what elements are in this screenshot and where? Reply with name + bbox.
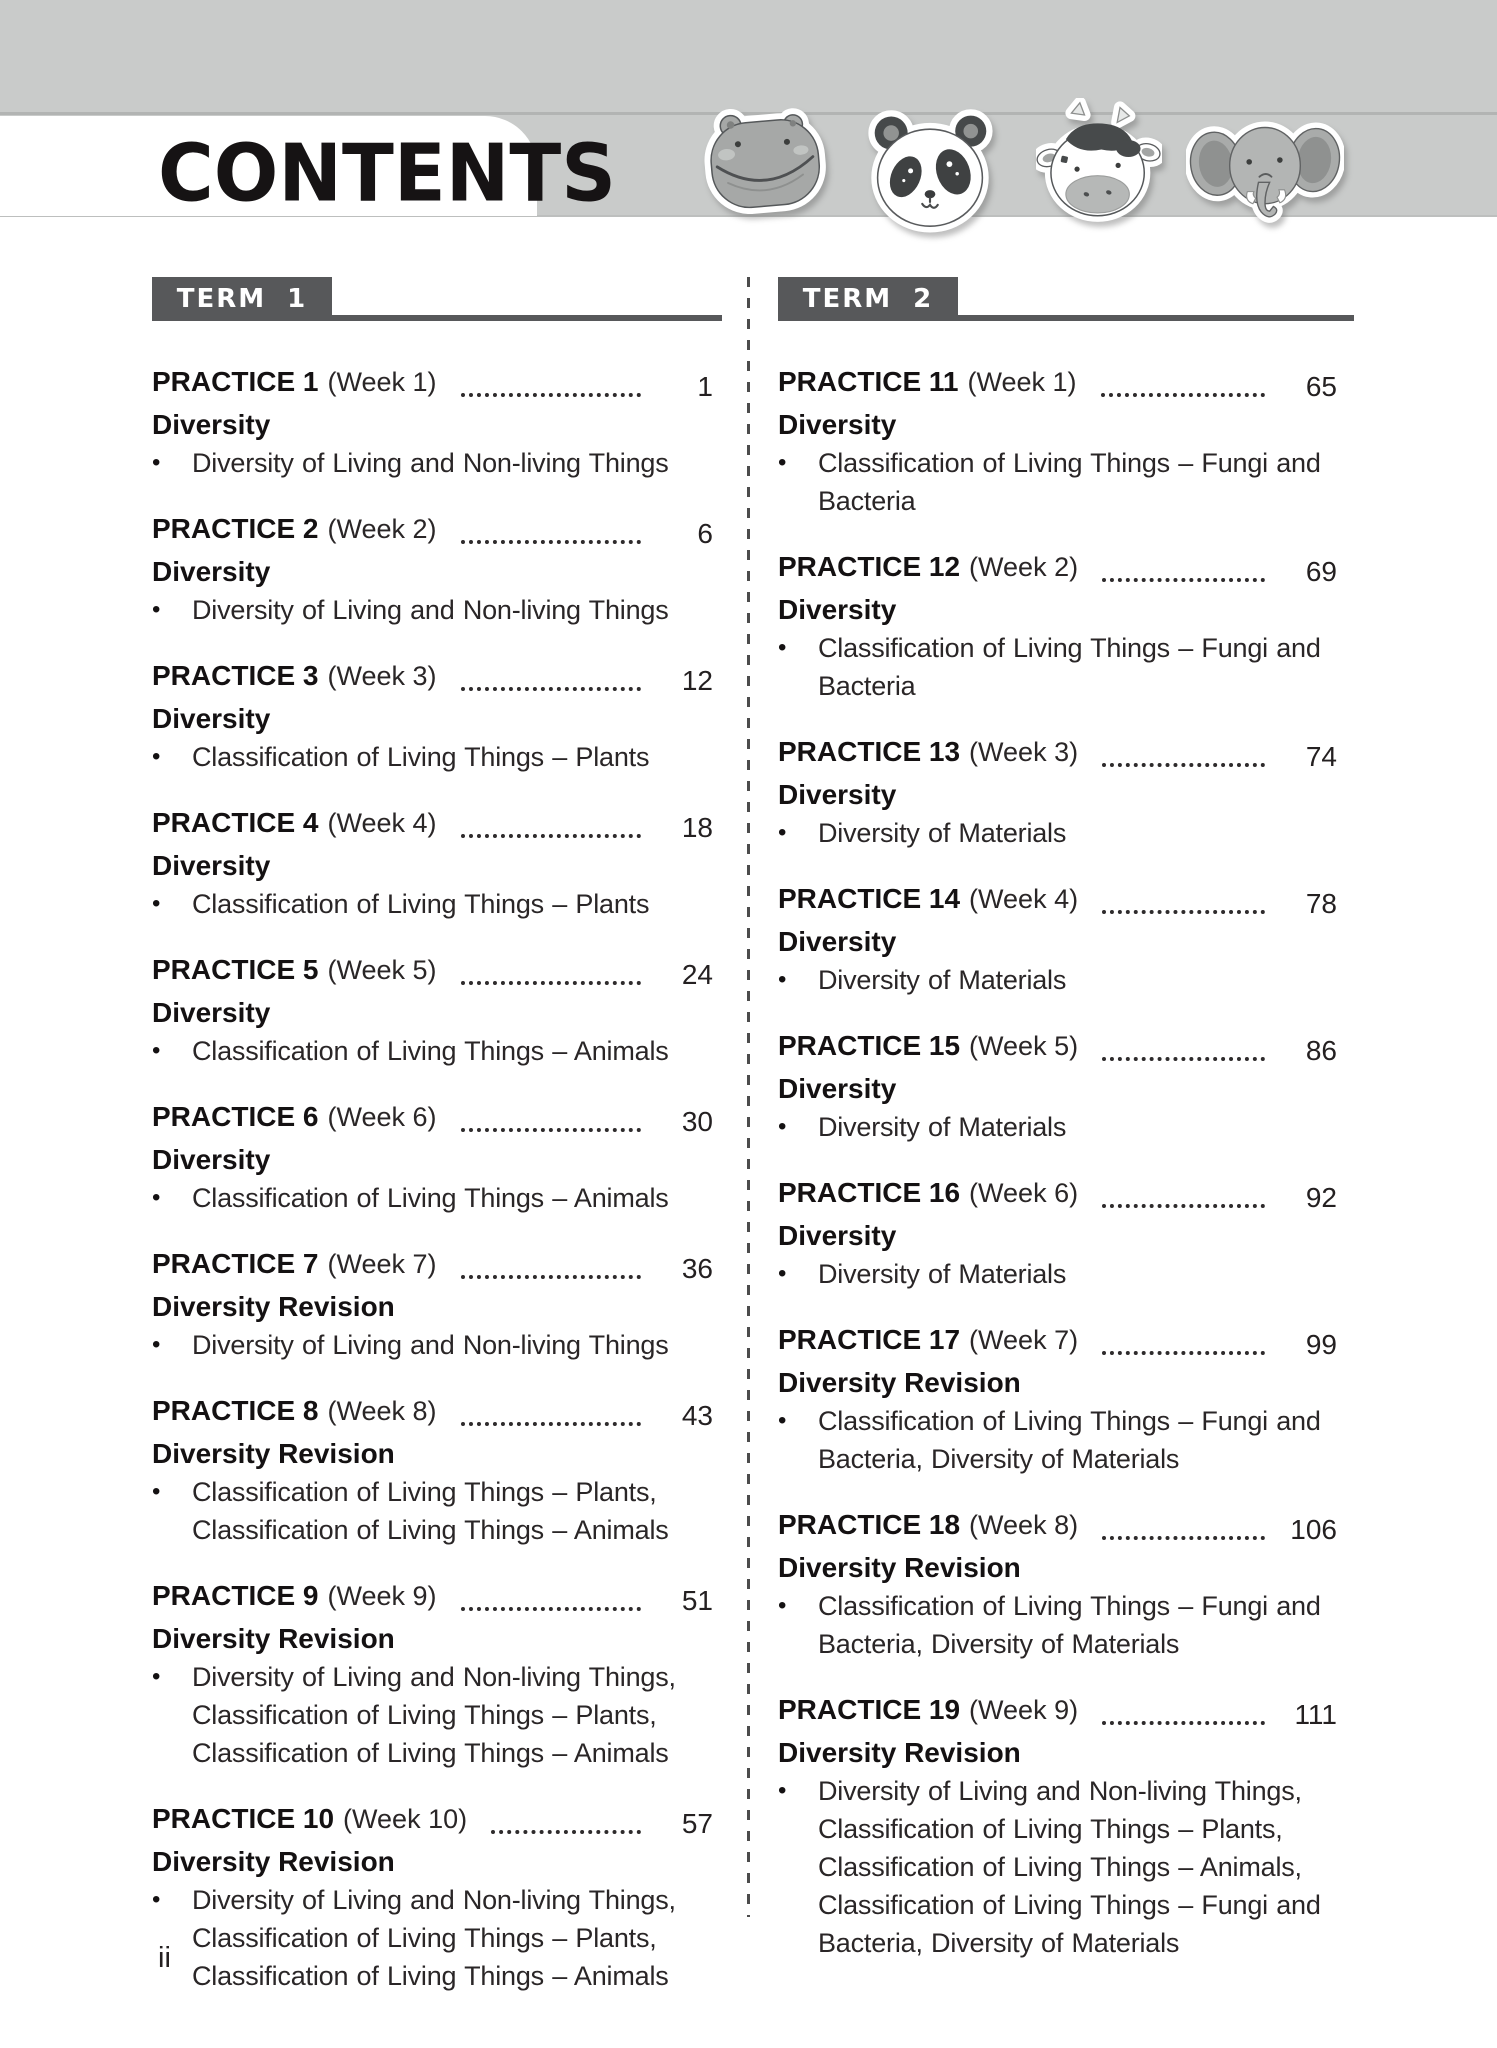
topic-line: Classification of Living Things – Plants, — [192, 1477, 657, 1507]
category-label: Diversity — [152, 409, 271, 440]
topic-bullet — [778, 629, 1337, 705]
practice-label: PRACTICE 7 — [152, 1248, 319, 1279]
bullet-icon: • — [778, 1407, 787, 1434]
bullet-icon: • — [152, 1331, 161, 1358]
topic-line: Diversity of Living and Non-living Things — [192, 1330, 669, 1360]
topic-line: Classification of Living Things – Plants — [192, 742, 650, 772]
category-label: Diversity — [152, 703, 271, 734]
bullet-icon: • — [778, 449, 787, 476]
topic-text — [818, 1255, 1337, 1293]
topic-line: Classification of Living Things – Fungi and — [818, 1890, 1321, 1920]
topic-line: Bacteria — [818, 486, 916, 516]
topic-line: Classification of Living Things – Animals — [192, 1961, 669, 1991]
bullet-icon: • — [152, 743, 161, 770]
dot-leader — [461, 1128, 642, 1132]
toc-entry-title-line — [152, 804, 713, 847]
practice-label: PRACTICE 13 — [778, 736, 961, 767]
topic-line: Diversity of Living and Non-living Things — [192, 448, 669, 478]
topic-line: Bacteria, Diversity of Materials — [818, 1629, 1180, 1659]
page-number: 30 — [681, 1106, 713, 1137]
practice-title — [778, 1691, 1078, 1734]
page-number: 51 — [681, 1585, 713, 1616]
toc-entry-title-line — [778, 733, 1337, 776]
topic-line: Classification of Living Things – Animals, — [818, 1852, 1302, 1882]
practice-title — [152, 1577, 437, 1620]
topic-line: Classification of Living Things – Animals — [192, 1515, 669, 1545]
bullet-icon: • — [152, 1184, 161, 1211]
week-label: (Week 2) — [969, 552, 1079, 582]
toc-entry-title-line — [152, 1245, 713, 1288]
week-label: (Week 6) — [969, 1178, 1079, 1208]
practice-title — [152, 510, 437, 553]
week-label: (Week 8) — [969, 1510, 1079, 1540]
practice-label: PRACTICE 1 — [152, 366, 319, 397]
practice-label: PRACTICE 9 — [152, 1580, 319, 1611]
topic-bullet — [152, 1473, 713, 1549]
dot-leader — [1102, 763, 1265, 767]
page-number: 36 — [681, 1253, 713, 1284]
toc-entry — [778, 733, 1337, 852]
practice-title — [778, 363, 1077, 406]
practice-title — [152, 804, 437, 847]
topic-text — [192, 1179, 713, 1217]
page-title: CONTENTS — [158, 126, 616, 220]
toc-entry-title-line — [152, 657, 713, 700]
toc-entry — [152, 657, 713, 776]
term-2-section — [778, 277, 1337, 1990]
topic-line: Classification of Living Things – Fungi and — [818, 1591, 1321, 1621]
term-label: TERM 1 — [176, 284, 308, 314]
toc-entry — [778, 1506, 1337, 1663]
week-label: (Week 3) — [969, 737, 1079, 767]
toc-entry-title-line — [152, 1577, 713, 1620]
page-number: 12 — [681, 665, 713, 696]
practice-label: PRACTICE 11 — [778, 366, 959, 397]
bullet-icon: • — [152, 1663, 161, 1690]
category-label: Diversity Revision — [778, 1552, 1021, 1583]
topic-line: Diversity of Materials — [818, 965, 1067, 995]
week-label: (Week 7) — [327, 1249, 437, 1279]
practice-label: PRACTICE 3 — [152, 660, 319, 691]
topic-text — [818, 1108, 1337, 1146]
page-number: 74 — [1305, 741, 1337, 772]
toc-entry — [778, 363, 1337, 520]
topic-bullet — [152, 1881, 713, 1995]
category-label: Diversity Revision — [152, 1291, 395, 1322]
topic-bullet — [152, 738, 713, 776]
dot-leader — [461, 1275, 642, 1279]
topic-line: Classification of Living Things – Animals — [192, 1036, 669, 1066]
toc-entry-title-line — [778, 1506, 1337, 1549]
bullet-icon: • — [152, 1886, 161, 1913]
topic-bullet — [778, 1402, 1337, 1478]
toc-entry-title-line — [152, 363, 713, 406]
topic-bullet — [778, 961, 1337, 999]
topic-line: Diversity of Materials — [818, 1259, 1067, 1289]
topic-text — [192, 1032, 713, 1070]
dot-leader — [461, 834, 642, 838]
category-label: Diversity — [778, 409, 897, 440]
toc-entry-title-line — [152, 1392, 713, 1435]
practice-label: PRACTICE 16 — [778, 1177, 961, 1208]
term-1-entries — [152, 363, 713, 1995]
term-label: TERM 2 — [802, 284, 934, 314]
topic-text — [818, 1772, 1337, 1962]
week-label: (Week 3) — [327, 661, 437, 691]
week-label: (Week 9) — [327, 1581, 437, 1611]
topic-text — [818, 629, 1337, 705]
topic-line: Classification of Living Things – Fungi and — [818, 1406, 1321, 1436]
toc-entry — [152, 951, 713, 1070]
practice-title — [152, 363, 437, 406]
practice-label: PRACTICE 10 — [152, 1803, 335, 1834]
topic-text — [818, 1402, 1337, 1478]
topic-text — [192, 1473, 713, 1549]
category-label: Diversity — [778, 1073, 897, 1104]
toc-entry — [152, 1392, 713, 1549]
dot-leader — [491, 1830, 641, 1834]
category-label: Diversity — [152, 850, 271, 881]
page-number: 57 — [681, 1808, 713, 1839]
topic-line: Diversity of Materials — [818, 1112, 1067, 1142]
topic-line: Classification of Living Things – Fungi and — [818, 448, 1321, 478]
practice-label: PRACTICE 4 — [152, 807, 319, 838]
topic-bullet — [778, 1587, 1337, 1663]
topic-bullet — [778, 814, 1337, 852]
column-divider — [747, 277, 750, 1917]
topic-text — [192, 738, 713, 776]
topic-line: Classification of Living Things – Plants — [192, 889, 650, 919]
toc-entry-title-line — [152, 1098, 713, 1141]
category-label: Diversity — [152, 556, 271, 587]
toc-entry-title-line — [778, 1321, 1337, 1364]
header-band — [0, 0, 1497, 220]
practice-label: PRACTICE 2 — [152, 513, 319, 544]
topic-line: Bacteria, Diversity of Materials — [818, 1444, 1180, 1474]
page-number: 92 — [1305, 1182, 1337, 1213]
dot-leader — [461, 687, 642, 691]
term-1-section — [152, 277, 713, 2023]
category-label: Diversity — [778, 926, 897, 957]
page-number: 111 — [1294, 1699, 1337, 1730]
topic-text — [818, 814, 1337, 852]
toc-entry-title-line — [152, 1800, 713, 1843]
week-label: (Week 8) — [327, 1396, 437, 1426]
week-label: (Week 9) — [969, 1695, 1079, 1725]
topic-bullet — [152, 1658, 713, 1772]
practice-label: PRACTICE 12 — [778, 551, 961, 582]
topic-text — [192, 885, 713, 923]
category-label: Diversity Revision — [152, 1846, 395, 1877]
bullet-icon: • — [152, 890, 161, 917]
practice-label: PRACTICE 19 — [778, 1694, 961, 1725]
topic-text — [192, 1326, 713, 1364]
bullet-icon: • — [778, 1777, 787, 1804]
topic-line: Classification of Living Things – Fungi and — [818, 633, 1321, 663]
page-number: 6 — [697, 518, 713, 549]
topic-line: Classification of Living Things – Animals — [192, 1738, 669, 1768]
category-label: Diversity Revision — [152, 1623, 395, 1654]
toc-entry — [152, 510, 713, 629]
topic-line: Diversity of Living and Non-living Things, — [192, 1662, 676, 1692]
topic-bullet — [152, 885, 713, 923]
practice-label: PRACTICE 18 — [778, 1509, 961, 1540]
topic-bullet — [152, 591, 713, 629]
toc-entry — [778, 880, 1337, 999]
panda-sticker-icon — [862, 102, 998, 233]
practice-title — [778, 1174, 1078, 1217]
cow-sticker-icon — [1036, 98, 1162, 229]
page-number: 99 — [1305, 1329, 1337, 1360]
topic-line: Diversity of Materials — [818, 818, 1067, 848]
category-label: Diversity Revision — [778, 1367, 1021, 1398]
practice-title — [152, 1392, 437, 1435]
week-label: (Week 2) — [327, 514, 437, 544]
practice-title — [778, 880, 1078, 923]
topic-bullet — [778, 1255, 1337, 1293]
practice-title — [152, 1245, 437, 1288]
page-number: 65 — [1305, 371, 1337, 402]
week-label: (Week 6) — [327, 1102, 437, 1132]
dot-leader — [1102, 1721, 1265, 1725]
dot-leader — [461, 540, 642, 544]
bullet-icon: • — [152, 449, 161, 476]
term-2-badge — [778, 277, 958, 321]
toc-entry — [152, 1245, 713, 1364]
week-label: (Week 10) — [343, 1804, 468, 1834]
term-1-badge — [152, 277, 332, 321]
page-number: 18 — [681, 812, 713, 843]
topic-text — [192, 444, 713, 482]
toc-entry — [152, 1800, 713, 1995]
dot-leader — [1102, 1057, 1265, 1061]
practice-title — [152, 951, 437, 994]
toc-entry-title-line — [778, 363, 1337, 406]
practice-label: PRACTICE 5 — [152, 954, 319, 985]
hippo-sticker-icon — [698, 104, 830, 214]
toc-entry-title-line — [152, 510, 713, 553]
topic-text — [818, 1587, 1337, 1663]
topic-line: Classification of Living Things – Animals — [192, 1183, 669, 1213]
page-number: 78 — [1305, 888, 1337, 919]
toc-entry — [152, 804, 713, 923]
practice-title — [778, 1506, 1078, 1549]
topic-text — [192, 591, 713, 629]
toc-entry-title-line — [778, 1174, 1337, 1217]
topic-text — [192, 1658, 713, 1772]
dot-leader — [1101, 393, 1265, 397]
toc-entry — [778, 548, 1337, 705]
practice-label: PRACTICE 6 — [152, 1101, 319, 1132]
page-number: 106 — [1290, 1514, 1337, 1545]
toc-entry — [152, 1577, 713, 1772]
category-label: Diversity — [152, 1144, 271, 1175]
topic-text — [192, 1881, 713, 1995]
title-card — [0, 116, 616, 220]
practice-label: PRACTICE 15 — [778, 1030, 961, 1061]
bullet-icon: • — [152, 596, 161, 623]
category-label: Diversity — [778, 1220, 897, 1251]
topic-line: Bacteria, Diversity of Materials — [818, 1928, 1180, 1958]
topic-bullet — [152, 1032, 713, 1070]
dot-leader — [461, 393, 642, 397]
topic-line: Diversity of Living and Non-living Things, — [192, 1885, 676, 1915]
bullet-icon: • — [778, 1592, 787, 1619]
bullet-icon: • — [778, 819, 787, 846]
topic-text — [818, 444, 1337, 520]
toc-entry-title-line — [778, 1691, 1337, 1734]
bullet-icon: • — [778, 634, 787, 661]
practice-title — [778, 548, 1078, 591]
page-number: 24 — [681, 959, 713, 990]
category-label: Diversity Revision — [778, 1737, 1021, 1768]
week-label: (Week 1) — [967, 367, 1077, 397]
week-label: (Week 7) — [969, 1325, 1079, 1355]
topic-bullet — [152, 444, 713, 482]
category-label: Diversity — [778, 779, 897, 810]
practice-title — [778, 1027, 1078, 1070]
page-number: 43 — [681, 1400, 713, 1431]
toc-entry — [152, 363, 713, 482]
page-number: 86 — [1305, 1035, 1337, 1066]
topic-bullet — [778, 1772, 1337, 1962]
topic-line: Classification of Living Things – Plants, — [818, 1814, 1283, 1844]
dot-leader — [461, 1422, 642, 1426]
bullet-icon: • — [778, 966, 787, 993]
bullet-icon: • — [778, 1113, 787, 1140]
topic-line: Diversity of Living and Non-living Things, — [818, 1776, 1302, 1806]
practice-label: PRACTICE 14 — [778, 883, 961, 914]
toc-entry-title-line — [778, 1027, 1337, 1070]
term-1-header — [152, 277, 713, 321]
dot-leader — [1102, 1204, 1265, 1208]
week-label: (Week 5) — [969, 1031, 1079, 1061]
week-label: (Week 4) — [969, 884, 1079, 914]
topic-line: Classification of Living Things – Plants, — [192, 1700, 657, 1730]
topic-line: Diversity of Living and Non-living Things — [192, 595, 669, 625]
practice-title — [778, 733, 1078, 776]
toc-entry — [778, 1174, 1337, 1293]
toc-entry — [778, 1321, 1337, 1478]
week-label: (Week 1) — [327, 367, 437, 397]
dot-leader — [1102, 910, 1265, 914]
dot-leader — [1102, 1536, 1265, 1540]
folio-page-number: ii — [158, 1942, 171, 1974]
toc-entry-title-line — [778, 880, 1337, 923]
practice-title — [152, 1800, 467, 1843]
practice-title — [778, 1321, 1078, 1364]
topic-bullet — [778, 444, 1337, 520]
practice-title — [152, 657, 437, 700]
toc-entry-title-line — [778, 548, 1337, 591]
bullet-icon: • — [778, 1260, 787, 1287]
dot-leader — [1102, 578, 1265, 582]
toc-entry — [152, 1098, 713, 1217]
topic-line: Bacteria — [818, 671, 916, 701]
toc-entry-title-line — [152, 951, 713, 994]
topic-text — [818, 961, 1337, 999]
toc-entry — [778, 1691, 1337, 1962]
dot-leader — [1102, 1351, 1265, 1355]
week-label: (Week 4) — [327, 808, 437, 838]
bullet-icon: • — [152, 1037, 161, 1064]
topic-bullet — [778, 1108, 1337, 1146]
practice-label: PRACTICE 17 — [778, 1324, 961, 1355]
practice-label: PRACTICE 8 — [152, 1395, 319, 1426]
page-number: 1 — [697, 371, 713, 402]
practice-title — [152, 1098, 437, 1141]
term-2-entries — [778, 363, 1337, 1962]
dot-leader — [461, 1607, 642, 1611]
topic-bullet — [152, 1326, 713, 1364]
category-label: Diversity Revision — [152, 1438, 395, 1469]
dot-leader — [461, 981, 642, 985]
elephant-sticker-icon — [1186, 104, 1344, 230]
toc-entry — [778, 1027, 1337, 1146]
page-number: 69 — [1305, 556, 1337, 587]
category-label: Diversity — [778, 594, 897, 625]
topic-line: Classification of Living Things – Plants, — [192, 1923, 657, 1953]
week-label: (Week 5) — [327, 955, 437, 985]
category-label: Diversity — [152, 997, 271, 1028]
bullet-icon: • — [152, 1478, 161, 1505]
term-2-header — [778, 277, 1337, 321]
topic-bullet — [152, 1179, 713, 1217]
